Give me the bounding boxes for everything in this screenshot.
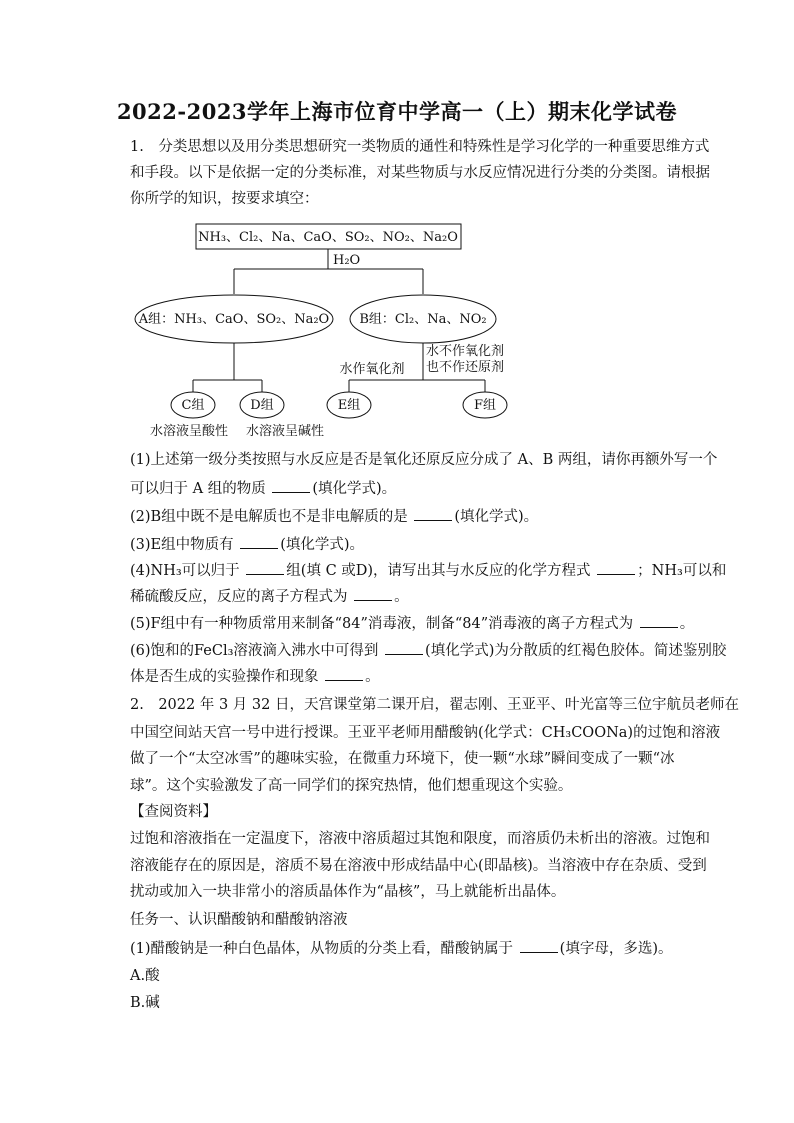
- answer-blank[interactable]: [385, 640, 423, 655]
- q2-reference-heading: 【查阅资料】: [130, 804, 217, 820]
- substances-text: NH₃、Cl₂、Na、CaO、SO₂、NO₂、Na₂O: [198, 230, 458, 245]
- q2-line-4: 球”。这个实验激发了高一同学们的探究热情，他们想重现这个实验。: [130, 778, 573, 794]
- answer-blank[interactable]: [597, 560, 635, 575]
- q1-part3-text: (3)E组中物质有: [130, 537, 239, 553]
- page-title: 2022-2023学年上海市位育中学高一（上）期末化学试卷: [116, 99, 678, 124]
- group-d-text: D组: [250, 398, 274, 413]
- q1-part1-suffix: (填化学式)。: [312, 481, 397, 497]
- q1-part3-line: [130, 534, 364, 555]
- q1-part6-line-b: [130, 666, 380, 687]
- q2-sub1-suffix: (填字母，多选)。: [559, 941, 673, 957]
- q2-task1-heading: 任务一、认识醋酸钠和醋酸钠溶液: [130, 912, 348, 928]
- q1-part2-text: (2)B组中既不是电解质也不是非电解质的是: [130, 509, 413, 525]
- q1-part6b-text: 体是否生成的实验操作和现象: [130, 669, 324, 685]
- q1-part6-line-a: [130, 640, 726, 661]
- group-b-text: B组：Cl₂、Na、NO₂: [359, 312, 487, 327]
- q1-part2-line: [130, 506, 538, 527]
- answer-blank[interactable]: [414, 506, 452, 521]
- group-f-text: F组: [473, 398, 497, 413]
- group-c-text: C组: [181, 398, 205, 413]
- answer-blank[interactable]: [246, 560, 284, 575]
- q1-part4-line-a: [130, 560, 726, 581]
- option-a[interactable]: A.酸: [130, 968, 160, 984]
- option-b[interactable]: B.碱: [130, 995, 160, 1011]
- q1-part5-text: (5)F组中有一种物质常用来制备“84”消毒液，制备“84”消毒液的离子方程式为: [130, 616, 638, 632]
- q1-part6b-suffix: 。: [365, 669, 380, 685]
- e-branch-label: 水作氧化剂: [339, 362, 405, 377]
- q2-sub1-line: [130, 938, 672, 959]
- q2-line-1: 2. 2022 年 3 月 32 日，天宫课堂第二课开启，翟志刚、王亚平、叶光富等三位宇航员老师在: [130, 697, 739, 713]
- answer-blank[interactable]: [325, 666, 363, 681]
- q1-part6-text: (6)饱和的FeCl₃溶液滴入沸水中可得到: [130, 643, 384, 659]
- q1-part1-text: 可以归于 A 组的物质: [130, 481, 271, 497]
- q1-intro-line-1: 1. 分类思想以及用分类思想研究一类物质的通性和特殊性是学习化学的一种重要思维方式: [130, 139, 710, 155]
- answer-blank[interactable]: [272, 478, 310, 493]
- q1-part4b-text: 稀硫酸反应，反应的离子方程式为: [130, 589, 353, 605]
- q1-part1-line-a: (1)上述第一级分类按照与水反应是否是氧化还原反应分成了 A、B 两组，请你再额外写一个: [130, 452, 718, 468]
- q1-part5-line: [130, 613, 694, 634]
- q1-part4-text: (4)NH₃可以归于: [130, 563, 245, 579]
- q1-intro-line-2: 和手段。以下是依据一定的分类标准，对某些物质与水反应情况进行分类的分类图。请根据: [130, 165, 710, 181]
- f-branch-label-1: 水不作氧化剂: [426, 344, 505, 359]
- q2-reference-line-2: 溶液能存在的原因是，溶质不易在溶液中形成结晶中心(即晶核)。当溶液中存在杂质、受到: [130, 858, 707, 874]
- group-e-text: E组: [337, 398, 361, 413]
- f-branch-label-2: 也不作还原剂: [426, 360, 505, 375]
- q1-part6-mid: (填化学式)为分散质的红褐色胶体。简述鉴别胶: [425, 643, 727, 659]
- answer-blank[interactable]: [520, 938, 558, 953]
- q1-part4b-suffix: 。: [394, 589, 409, 605]
- q1-intro-line-3: 你所学的知识，按要求填空：: [130, 191, 319, 207]
- answer-blank[interactable]: [240, 534, 278, 549]
- caption-c: 水溶液呈酸性: [149, 424, 229, 439]
- q2-line-3: 做了一个“太空冰雪”的趣味实验，在微重力环境下，使一颗“水球”瞬间变成了一颗“冰: [130, 751, 675, 767]
- classification-diagram: [128, 218, 528, 444]
- q1-part5-suffix: 。: [679, 616, 695, 632]
- q1-part3-suffix: (填化学式)。: [280, 537, 365, 553]
- q1-part4-line-b: [130, 586, 409, 607]
- answer-blank[interactable]: [354, 586, 392, 601]
- q1-part4-suffix: ；NH₃可以和: [637, 563, 727, 579]
- caption-d: 水溶液呈碱性: [245, 424, 325, 439]
- q2-reference-line-1: 过饱和溶液指在一定温度下，溶液中溶质超过其饱和限度，而溶质仍未析出的溶液。过饱和: [130, 831, 710, 847]
- q2-reference-line-3: 扰动或加入一块非常小的溶质晶体作为“晶核”，马上就能析出晶体。: [130, 884, 566, 900]
- q1-part1-line-b: [130, 478, 396, 499]
- group-a-text: A组：NH₃、CaO、SO₂、Na₂O: [138, 312, 330, 327]
- answer-blank[interactable]: [640, 613, 678, 628]
- water-label: H₂O: [333, 253, 361, 268]
- q1-part4-mid: 组(填 C 或D)，请写出其与水反应的化学方程式: [286, 563, 596, 579]
- q2-sub1-text: (1)醋酸钠是一种白色晶体，从物质的分类上看，醋酸钠属于: [130, 941, 518, 957]
- q1-part2-suffix: (填化学式)。: [454, 509, 539, 525]
- q2-line-2: 中国空间站天宫一号中进行授课。王亚平老师用醋酸钠(化学式：CH₃COONa)的过饱和溶液: [130, 725, 721, 741]
